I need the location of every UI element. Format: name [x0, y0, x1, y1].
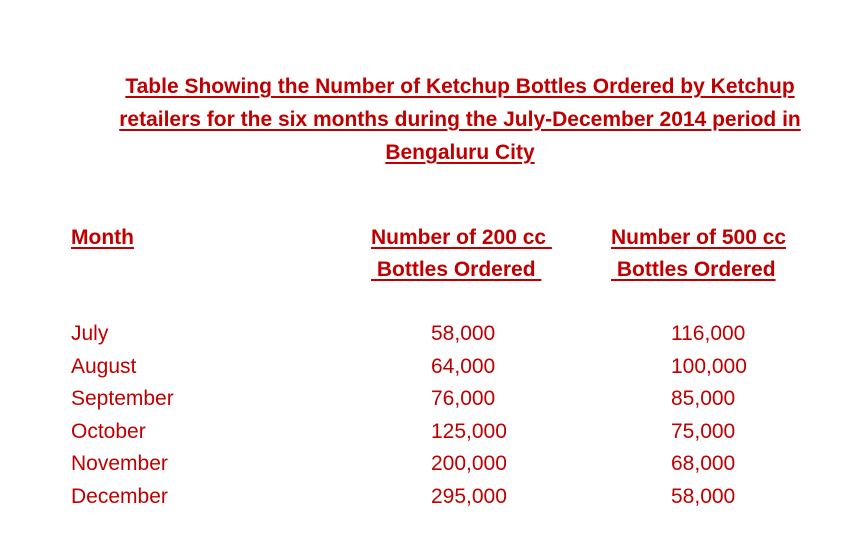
column-header-month-label: Month: [71, 226, 134, 249]
bottles-500cc-cell: 75,000: [671, 419, 736, 443]
month-cell: August: [71, 354, 137, 378]
bottles-200cc-cell: 125,000: [431, 419, 507, 443]
column-header-500cc-line-1: Number of 500 cc: [611, 226, 787, 249]
bottles-200cc-cell: 58,000: [431, 322, 496, 345]
column-header-200cc-line-1: Number of 200 cc: [371, 226, 552, 249]
month-cell: July: [71, 322, 109, 345]
table-row: [0, 481, 864, 514]
table-body: [0, 318, 864, 513]
table-row: [0, 318, 864, 351]
title-line-2: retailers for the six months during the July-December 2014 period in: [119, 108, 801, 131]
table-row: [0, 448, 864, 481]
bottles-200cc-cell: 64,000: [431, 354, 496, 378]
column-header-200cc-line-2: Bottles Ordered: [371, 258, 542, 281]
month-cell: November: [71, 452, 168, 475]
column-header-500cc-line-2: Bottles Ordered: [611, 258, 776, 281]
table-row: [0, 383, 864, 416]
table-title: [70, 70, 850, 169]
title-line-3: Bengaluru City: [385, 141, 535, 164]
bottles-500cc-cell: 68,000: [671, 452, 736, 475]
title-line-1: Table Showing the Number of Ketchup Bottles Ordered by Ketchup: [125, 75, 795, 98]
bottles-500cc-cell: 116,000: [671, 322, 746, 345]
bottles-500cc-cell: 85,000: [671, 387, 736, 410]
table-row: [0, 416, 864, 449]
bottles-200cc-cell: 200,000: [431, 452, 507, 475]
column-header-month: [71, 222, 134, 254]
column-header-500cc: [611, 222, 786, 286]
table-row: [0, 351, 864, 384]
bottles-500cc-cell: 100,000: [671, 354, 747, 378]
bottles-200cc-cell: 295,000: [431, 484, 507, 508]
month-cell: October: [71, 419, 146, 443]
bottles-200cc-cell: 76,000: [431, 387, 496, 410]
month-cell: September: [71, 387, 174, 410]
bottles-500cc-cell: 58,000: [671, 484, 736, 508]
month-cell: December: [71, 484, 168, 508]
column-header-200cc: [371, 222, 552, 286]
